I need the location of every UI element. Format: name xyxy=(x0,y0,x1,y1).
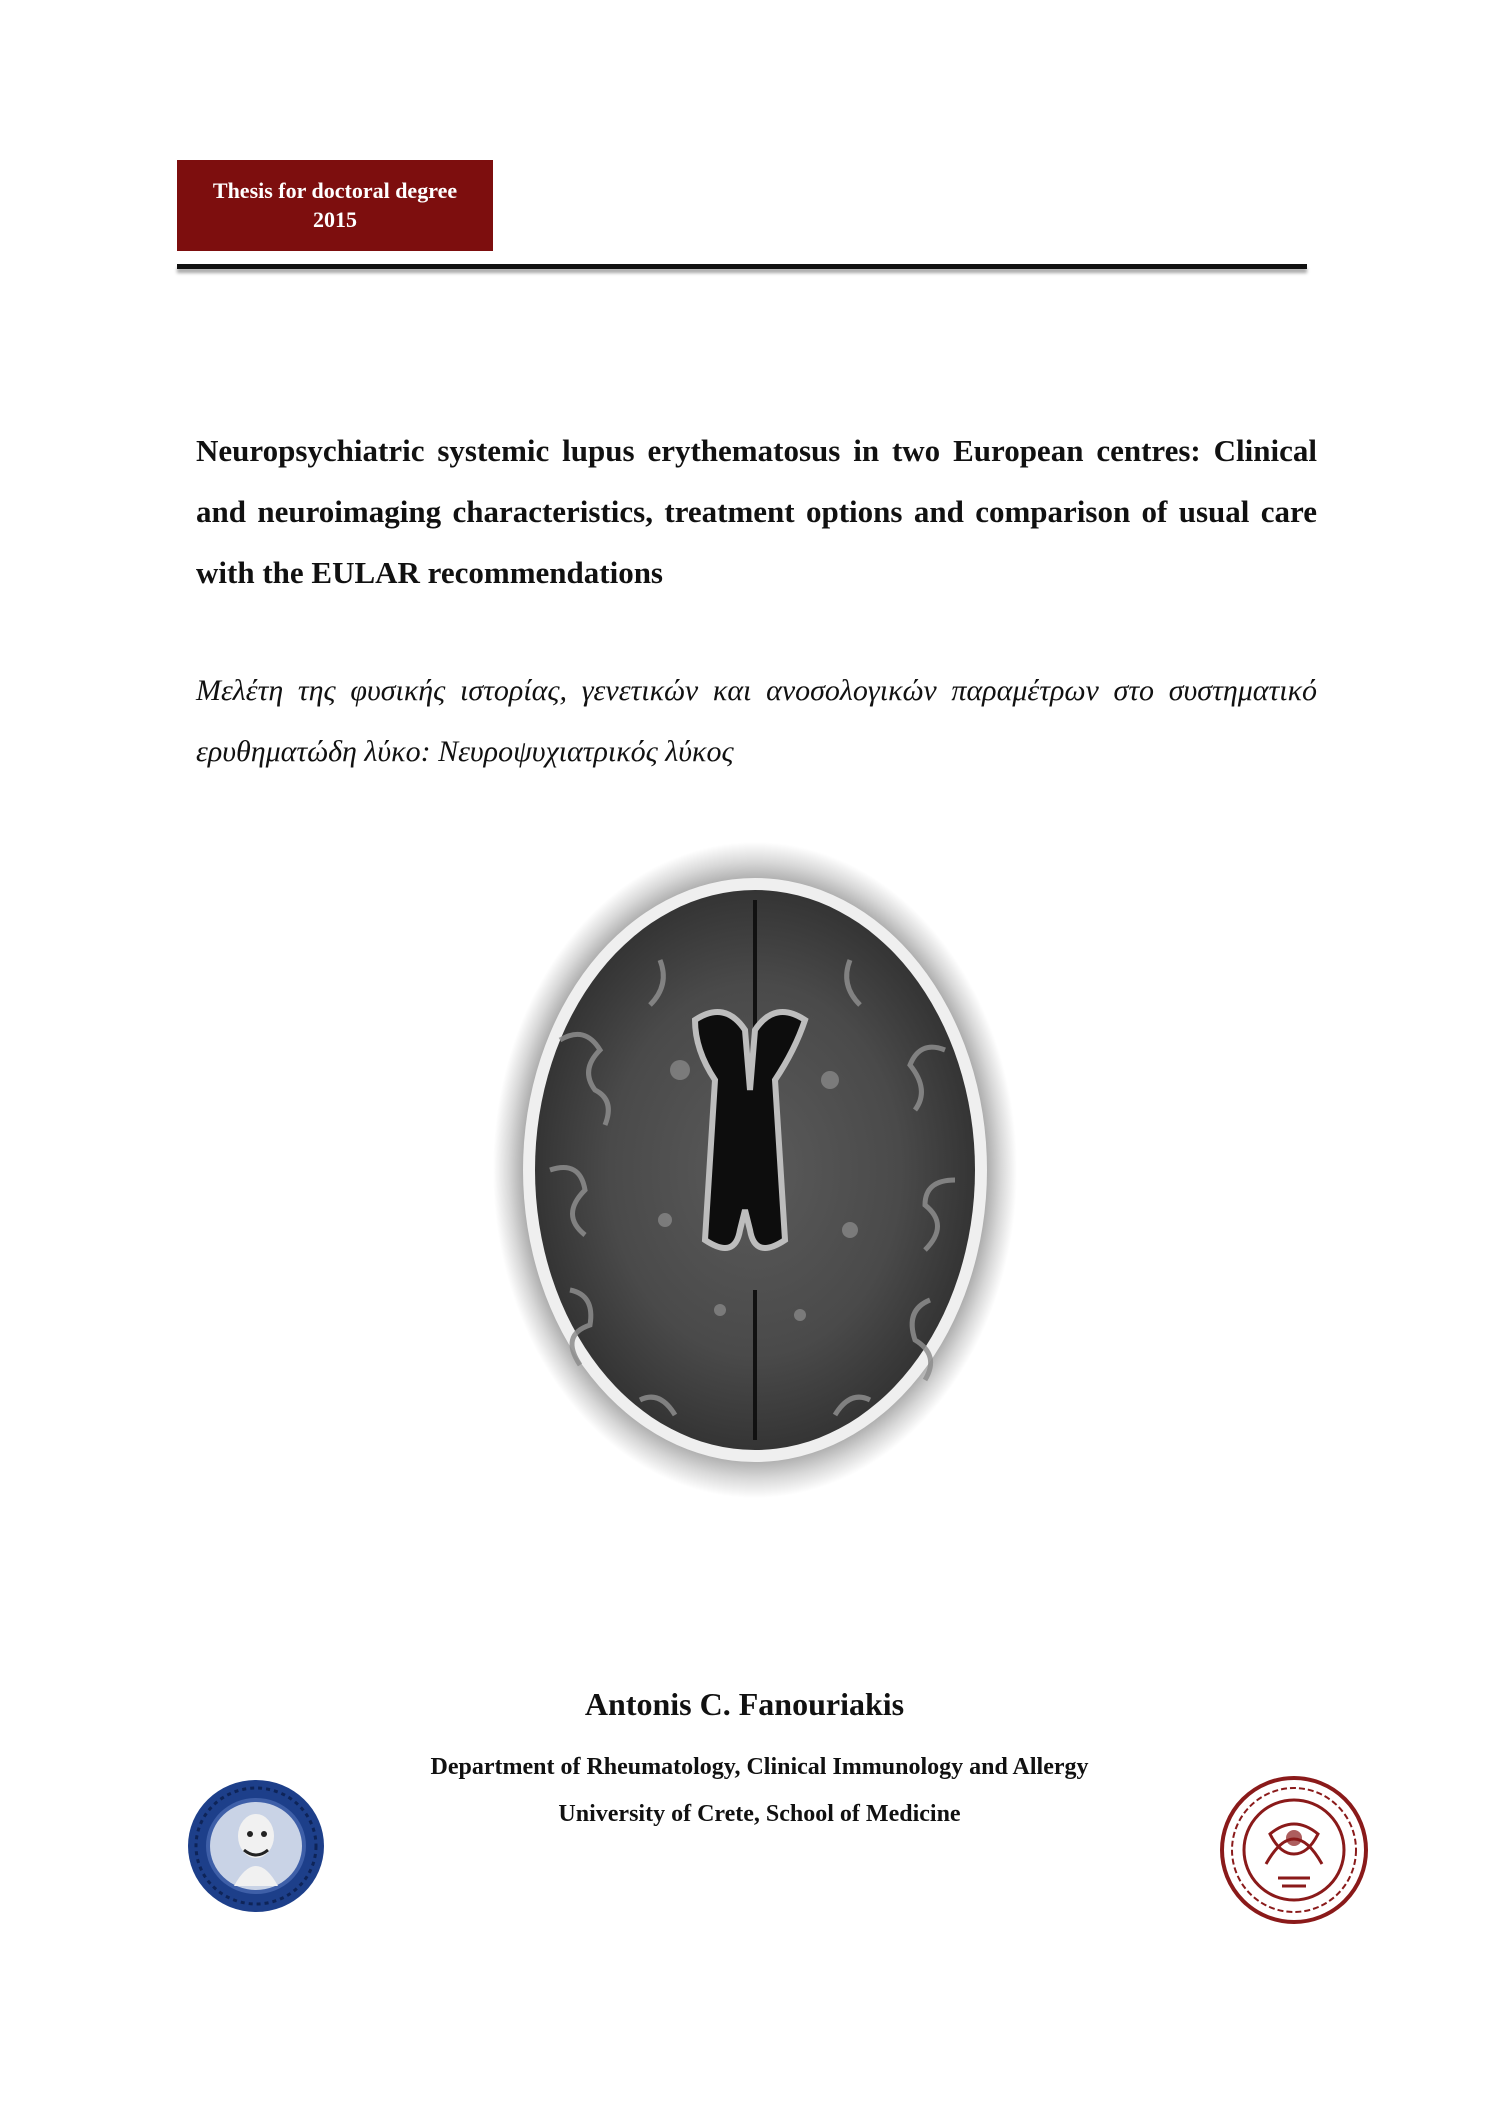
thesis-badge xyxy=(177,160,493,251)
university-seal-icon xyxy=(1218,1774,1370,1926)
greek-subtitle: Μελέτη της φυσικής ιστορίας, γενετικών και ανοσολογικών παραμέτρων στο συστηματικό ερυθηματώδη λύκο: Νευροψυχιατρικός λύκος xyxy=(196,674,1317,768)
medical-association-seal-icon xyxy=(184,1774,328,1918)
author-name: Antonis C. Fanouriakis xyxy=(584,1686,905,1722)
thesis-title: Neuropsychiatric systemic lupus erythematosus in two European centres: Clinical and neuroimaging characteristics, treatment options and comparison of usual care with the EULAR recommendations xyxy=(196,433,1317,590)
header-rule xyxy=(177,264,1307,269)
brain-mri-image xyxy=(490,840,1020,1500)
university-name: University of Crete, School of Medicine xyxy=(558,1801,961,1827)
badge-year: 2015 xyxy=(313,207,357,232)
badge-label: Thesis for doctoral degree xyxy=(212,178,458,203)
department-name: Department of Rheumatology, Clinical Immunology and Allergy xyxy=(430,1754,1089,1780)
